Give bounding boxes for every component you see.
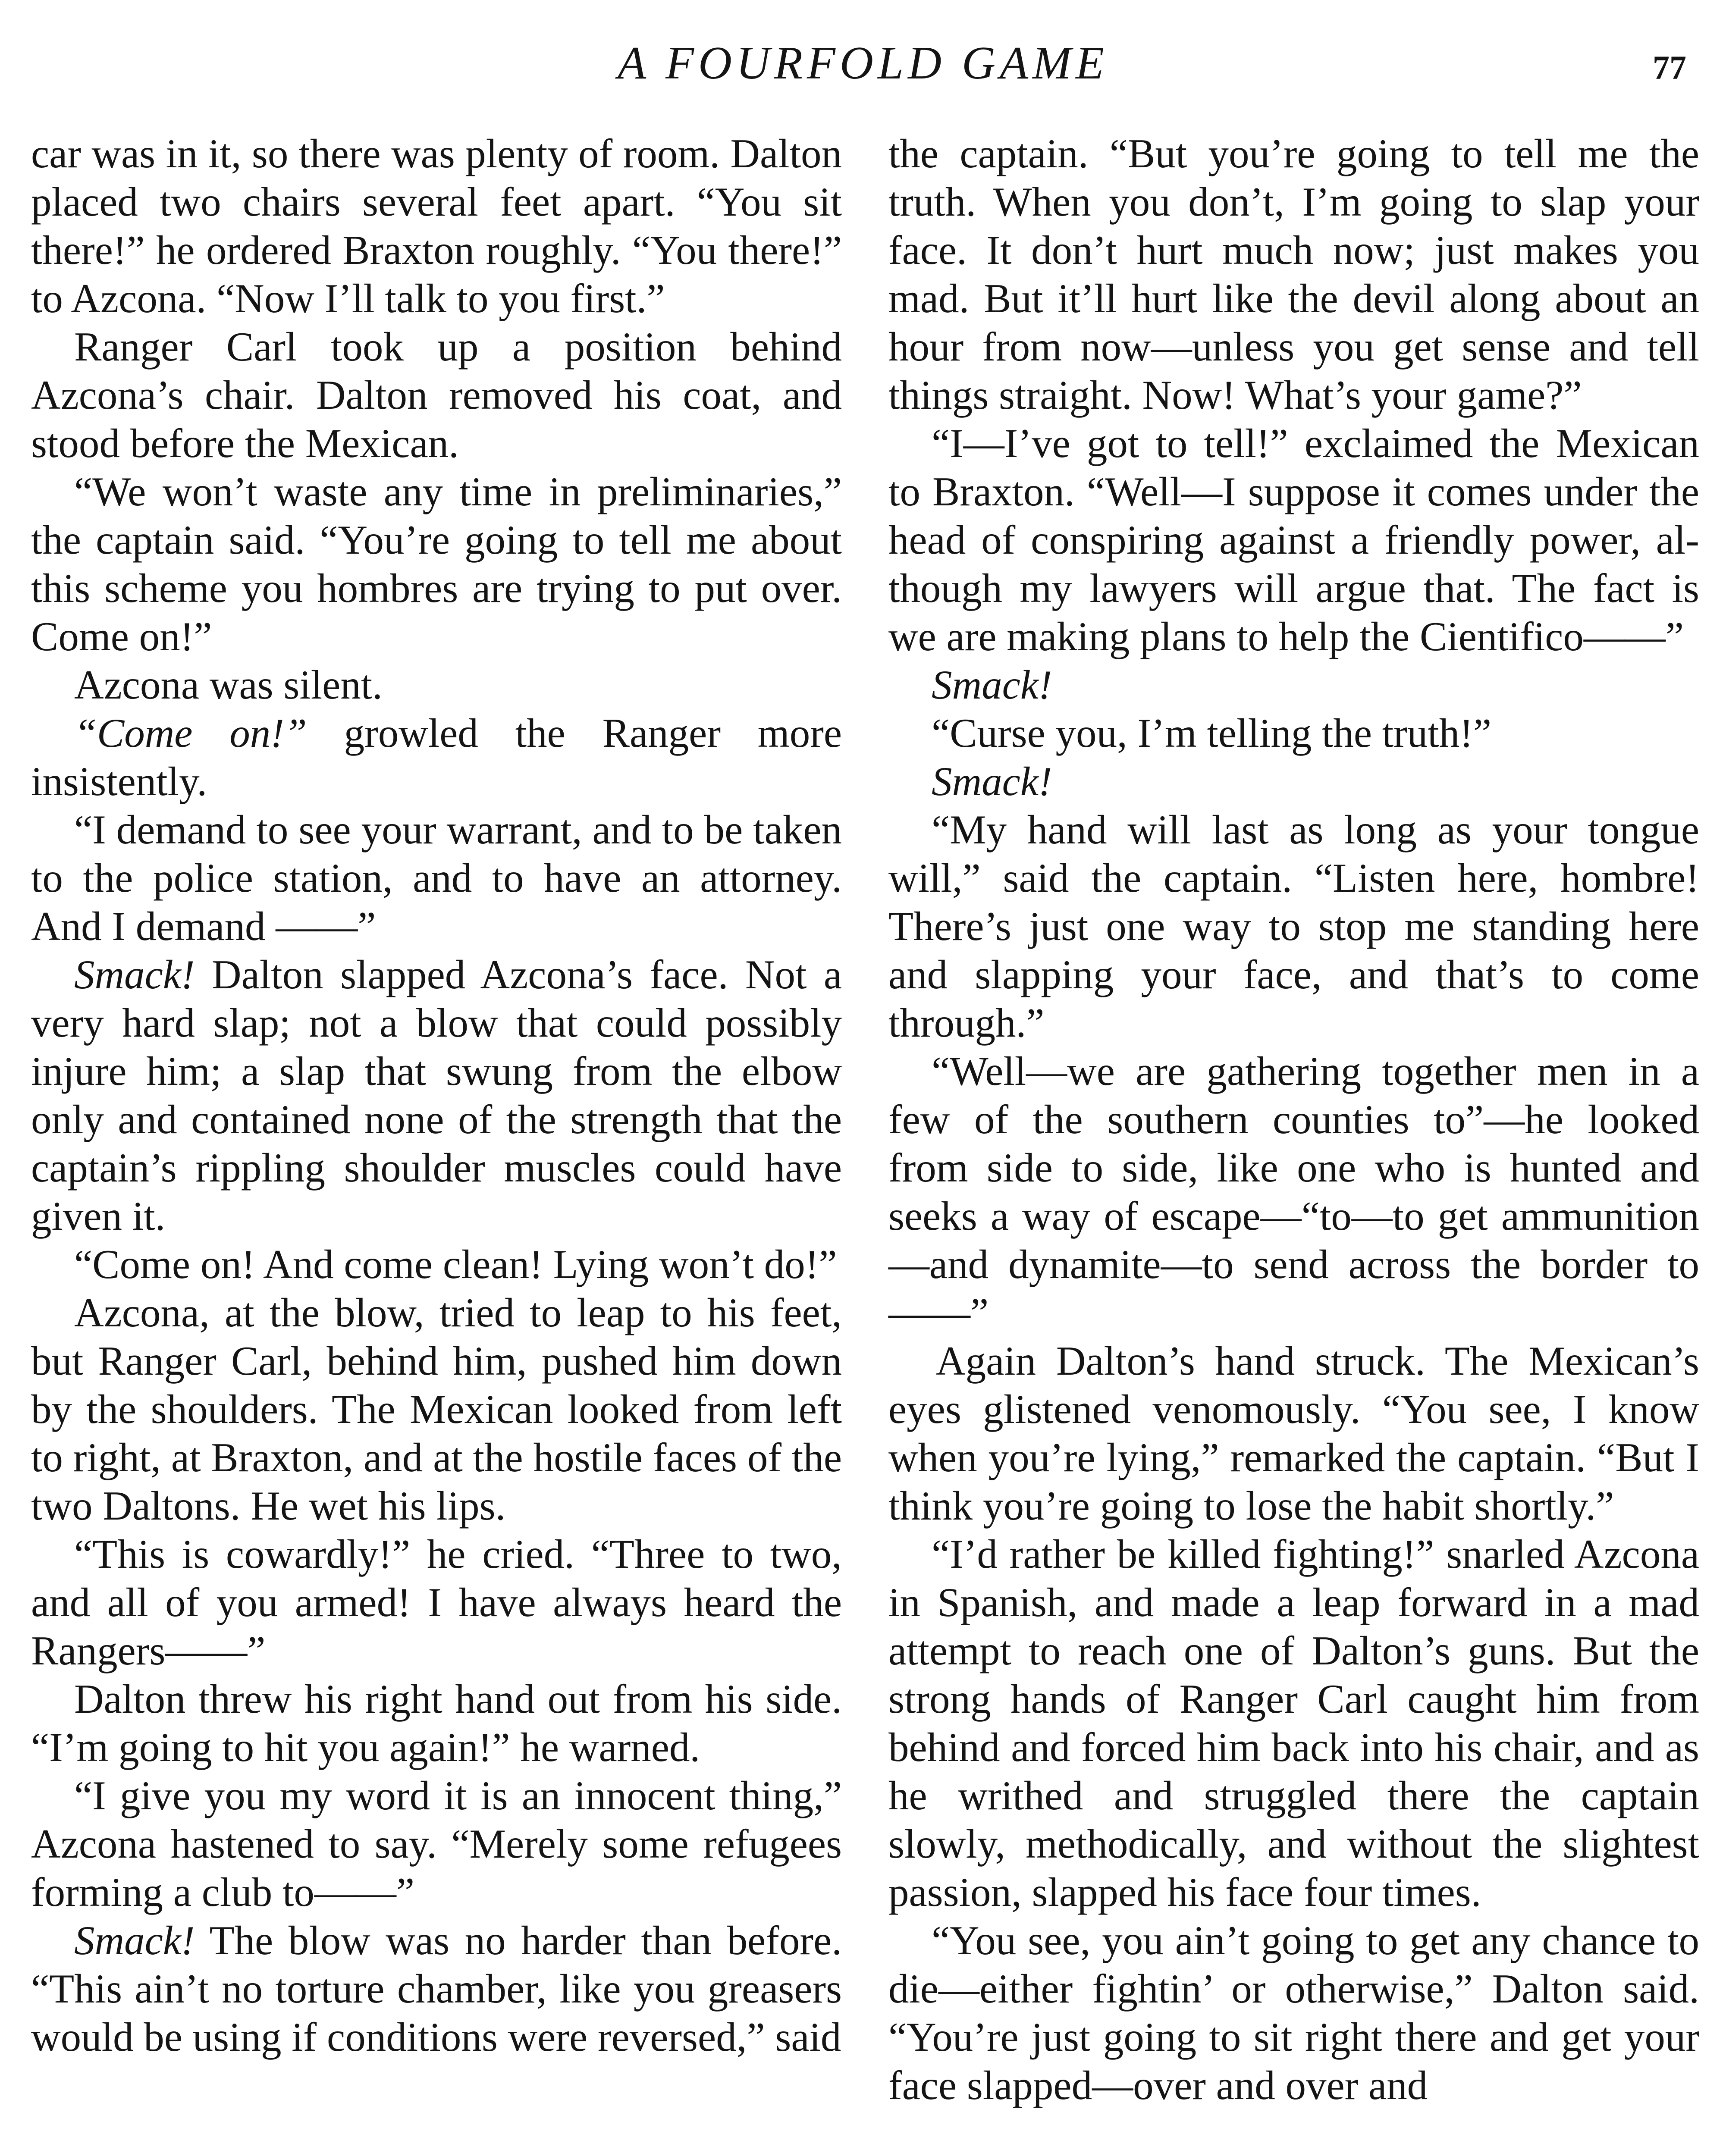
paragraph: “Well—we are gathering together men in a few of the southern counties to”—he looked from side to side, like one who is hunted and seeks a way of escape—“to—to get ammunition—and dynamite—to send across the border to——” (888, 1048, 1699, 1335)
paragraph (31, 950, 842, 1240)
paragraph-text: The blow was no harder than before. “This ain’t no torture chamber, like you greasers would be using if conditions were reversed,” said (31, 1918, 842, 2060)
running-title: A FOURFOLD GAME (618, 38, 1108, 89)
paragraph: the captain. “But you’re going to tell me the truth. When you don’t, I’m going to slap your face. It don’t hurt much now; just makes you mad. But it’ll hurt like the devil along about an hour from now—unless you get sense and tell things straight. Now! What’s your game?” (888, 131, 1699, 418)
paragraph (31, 1916, 842, 2061)
paragraph: “I demand to see your warrant, and to be taken to the police station, and to have an attorney. And I demand ——” (31, 807, 842, 949)
paragraph: Again Dalton’s hand struck. The Mexican’s eyes glistened venomously. “You see, I know when you’re lying,” remarked the captain. “But I think you’re going to lose the habit shortly.” (888, 1338, 1699, 1529)
paragraph (888, 757, 1699, 805)
paragraph: “We won’t waste any time in preliminaries,” the captain said. “You’re going to tell me about this scheme you hombres are trying to put over. Come on!” (31, 469, 842, 659)
italic-exclamation: Smack! (932, 662, 1052, 708)
paragraph: “Come on! And come clean! Lying won’t do!” (74, 1241, 837, 1287)
page-number: 77 (1653, 49, 1686, 86)
paragraph: Azcona was silent. (74, 662, 383, 708)
paragraph: Dalton threw his right hand out from his side. “I’m going to hit you again!” he warned. (31, 1676, 842, 1770)
paragraph: “I—I’ve got to tell!” exclaimed the Mexican to Braxton. “Well—I suppose it comes under the head of conspiring against a friendly power, although my lawyers will argue that. The fact is we are making plans to help the Cientifico——” (888, 420, 1699, 659)
italic-exclamation: “Come on!” (74, 710, 307, 756)
paragraph: “I’d rather be killed fighting!” snarled Azcona in Spanish, and made a leap forward in a mad attempt to reach one of Dalton’s guns. But the strong hands of Ranger Carl caught him from behind and forced him back into his chair, and as he writhed and struggled there the captain slowly, methodically, and without the slightest passion, slapped his face four times. (888, 1531, 1699, 1915)
paragraph: “Curse you, I’m telling the truth!” (932, 710, 1491, 756)
italic-exclamation: Smack! (74, 1918, 195, 1963)
paragraph: “This is cowardly!” he cried. “Three to two, and all of you armed! I have always heard the Rangers——” (31, 1531, 842, 1673)
paragraph: “I give you my word it is an innocent thing,” Azcona hastened to say. “Merely some refugees forming a club to——” (31, 1773, 842, 1915)
running-head (0, 31, 1726, 96)
paragraph: car was in it, so there was plenty of room. Dalton placed two chairs several feet apart. “You sit there!” he ordered Braxton roughly. “You there!” to Azcona. “Now I’ll talk to you first.” (31, 131, 842, 321)
paragraph: Azcona, at the blow, tried to leap to his feet, but Ranger Carl, behind him, pushed him down by the shoulders. The Mexican looked from left to right, at Braxton, and at the hostile faces of the two Daltons. He wet his lips. (31, 1290, 842, 1529)
paragraph: Ranger Carl took up a position behind Azcona’s chair. Dalton removed his coat, and stood before the Mexican. (31, 324, 842, 466)
paragraph: “My hand will last as long as your tongue will,” said the captain. “Listen here, hombre! There’s just one way to stop me standing here and slapping your face, and that’s to come through.” (888, 807, 1699, 1046)
italic-exclamation: Smack! (74, 952, 195, 997)
left-column (31, 129, 842, 2061)
paragraph (31, 709, 842, 805)
paragraph: “You see, you ain’t going to get any chance to die—either fightin’ or otherwise,” Dalton said. “You’re just going to sit right there and get your face slapped—over and over and (888, 1918, 1699, 2108)
right-column (888, 129, 1699, 2109)
paragraph-text: growled the Ranger more insistently. (31, 710, 842, 804)
paragraph-text: Dalton slapped Azcona’s face. Not a very hard slap; not a blow that could possibly injure him; a slap that swung from the elbow only and contained none of the strength that the captain’s rippling shoulder muscles could have given it. (31, 952, 842, 1239)
paragraph (888, 661, 1699, 709)
italic-exclamation: Smack! (932, 758, 1052, 804)
